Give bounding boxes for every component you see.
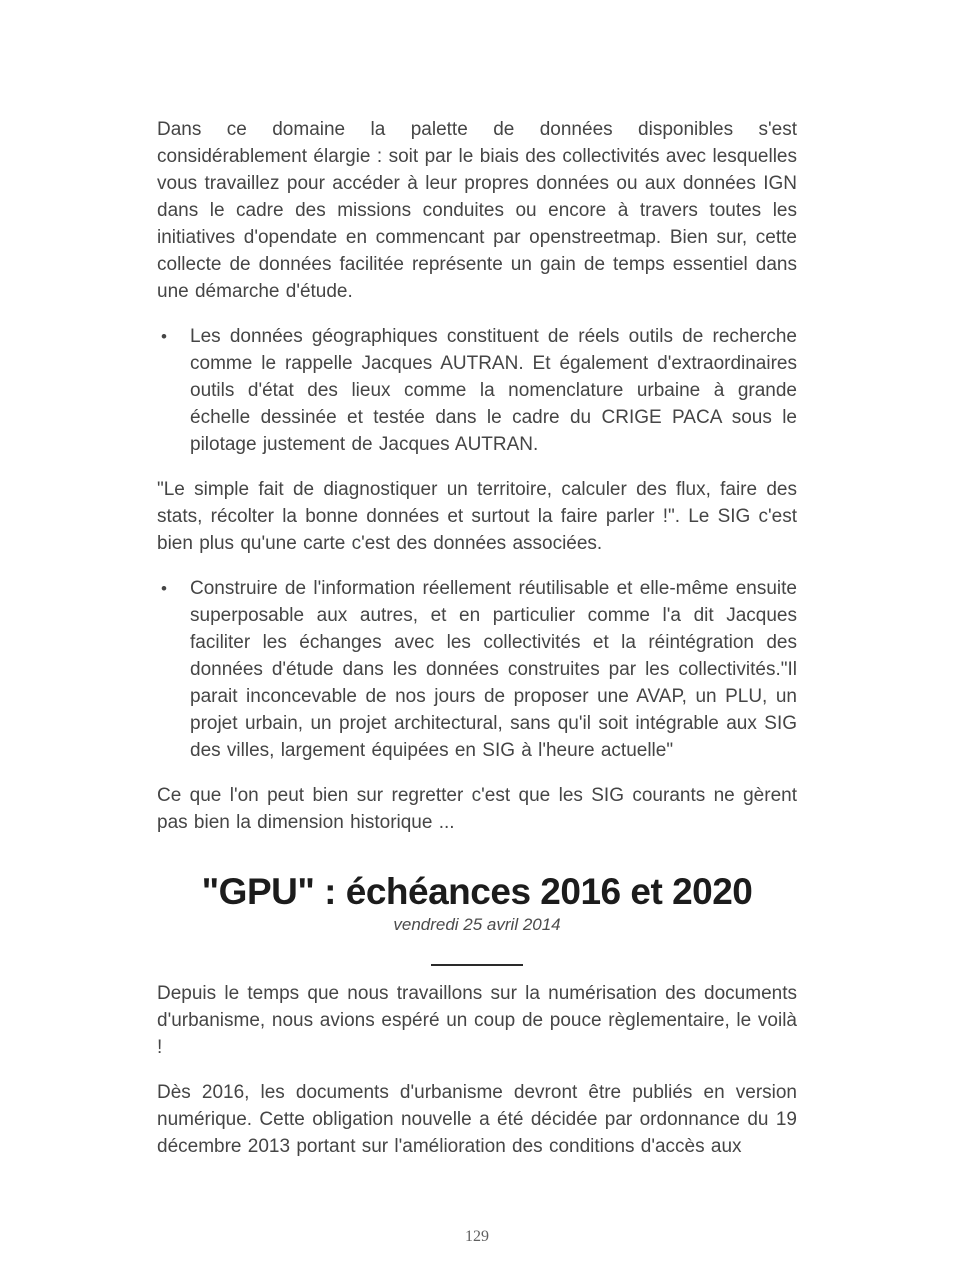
gpu-paragraph-2: Dès 2016, les documents d'urbanisme devront être publiés en version numérique. Cette obligation nouvelle a été décidée par ordonnance du 19 décembre 2013 portant sur l'amélioration des conditions d'accès aux — [157, 1082, 797, 1157]
quote-paragraph: "Le simple fait de diagnostiquer un territoire, calculer des flux, faire des stats, récolter la bonne données et surtout la faire parler !". Le SIG c'est bien plus qu'une carte c'est des données associées. — [157, 479, 797, 554]
section-divider — [431, 964, 523, 966]
bullet-item-1 — [157, 323, 797, 458]
bullet-icon: • — [161, 579, 167, 598]
bullet-item-2-text: Construire de l'information réellement réutilisable et elle-même ensuite superposable aux autres, et en particulier comme l'a dit Jacques faciliter les échanges avec les collectivités et la réintégration des données d'étude dans les données construites par les collectivités."Il parait inconcevable de nos jours de proposer une AVAP, un PLU, un projet urbain, un projet architectural, sans qu'il soit intégrable aux SIG des villes, largement équipées en SIG à l'heure actuelle" — [190, 578, 797, 761]
bullet-item-1-text: Les données géographiques constituent de réels outils de recherche comme le rappelle Jacques AUTRAN. Et également d'extraordinaires outils d'état des lieux comme la nomenclature urbaine à grande échelle dessinée et testée dans le cadre du CRIGE PACA sous le pilotage justement de Jacques AUTRAN. — [190, 326, 797, 455]
gpu-paragraph-1: Depuis le temps que nous travaillons sur la numérisation des documents d'urbanisme, nous avions espéré un coup de pouce règlementaire, le voilà ! — [157, 983, 797, 1058]
intro-paragraph: Dans ce domaine la palette de données disponibles s'est considérablement élargie : soit par le biais des collectivités avec lesquelles vous travaillez pour accéder à leur propres données ou aux données IGN dans le cadre des missions conduites ou encore à travers toutes les initiatives d'opendate en commencant par openstreetmap. Bien sur, cette collecte de données facilitée représente un gain de temps essentiel dans une démarche d'étude. — [157, 119, 797, 302]
section-date: vendredi 25 avril 2014 — [393, 915, 561, 934]
bullet-icon: • — [161, 327, 167, 346]
closing-paragraph: Ce que l'on peut bien sur regretter c'est que les SIG courants ne gèrent pas bien la dimension historique ... — [157, 785, 797, 833]
section-heading: "GPU" : échéances 2016 et 2020 — [201, 871, 753, 912]
bullet-item-2 — [157, 575, 797, 764]
article-content — [157, 0, 797, 1160]
page-number: 129 — [465, 1228, 489, 1245]
